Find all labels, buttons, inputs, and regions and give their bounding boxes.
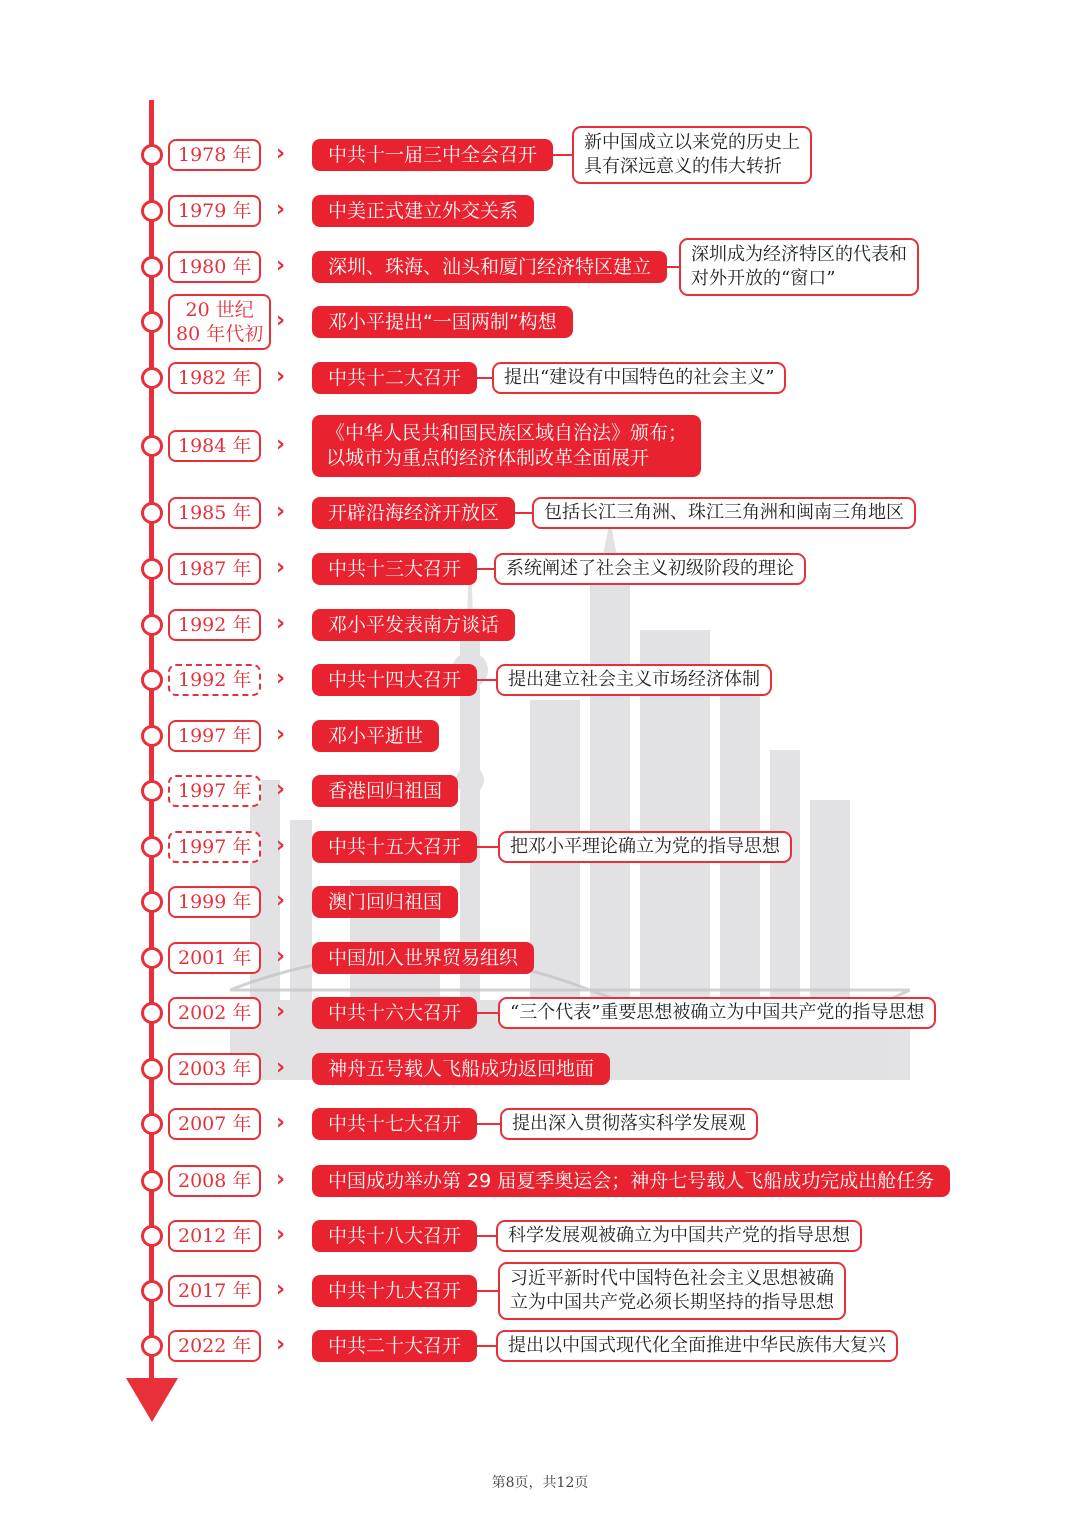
- year-label: 1997 年: [168, 831, 261, 863]
- year-label: 1992 年: [168, 664, 261, 696]
- year-label: 1978 年: [168, 139, 261, 171]
- timeline-node: [141, 891, 163, 913]
- event-label: 中共十九大召开: [312, 1275, 477, 1307]
- year-label: 2003 年: [168, 1053, 261, 1085]
- connector-line: [515, 512, 532, 514]
- chevron-right-icon: ›: [276, 833, 286, 858]
- event-label: 中共十八大召开: [312, 1220, 477, 1252]
- chevron-right-icon: ›: [276, 722, 286, 747]
- year-label: 2007 年: [168, 1108, 261, 1140]
- event-label: 邓小平发表南方谈话: [312, 609, 515, 641]
- connector-line: [477, 377, 492, 379]
- timeline-node: [141, 669, 163, 691]
- year-label: 1997 年: [168, 775, 261, 807]
- event-note: 把邓小平理论确立为党的指导思想: [498, 831, 792, 863]
- year-label: 1979 年: [168, 195, 261, 227]
- year-label: 1984 年: [168, 430, 261, 462]
- timeline-arrow-head: [126, 1378, 178, 1422]
- connector-line: [477, 1345, 496, 1347]
- page-footer: 第8页，共12页: [491, 1475, 589, 1491]
- event-note: 系统阐述了社会主义初级阶段的理论: [494, 553, 806, 585]
- timeline-node: [141, 1002, 163, 1024]
- event-label: 中美正式建立外交关系: [312, 195, 534, 227]
- chevron-right-icon: ›: [276, 666, 286, 691]
- event-label: 中共二十大召开: [312, 1330, 477, 1362]
- chevron-right-icon: ›: [276, 888, 286, 913]
- chevron-right-icon: ›: [276, 499, 286, 524]
- event-label: 澳门回归祖国: [312, 886, 458, 918]
- chevron-right-icon: ›: [276, 944, 286, 969]
- timeline-node: [141, 1113, 163, 1135]
- chevron-right-icon: ›: [276, 777, 286, 802]
- chevron-right-icon: ›: [276, 1222, 286, 1247]
- event-label: 深圳、珠海、汕头和厦门经济特区建立: [312, 251, 667, 283]
- event-note: 科学发展观被确立为中国共产党的指导思想: [496, 1220, 862, 1252]
- year-label: 2001 年: [168, 942, 261, 974]
- chevron-right-icon: ›: [276, 1167, 286, 1192]
- year-label: 1997 年: [168, 720, 261, 752]
- year-label: 2012 年: [168, 1220, 261, 1252]
- chevron-right-icon: ›: [276, 1110, 286, 1135]
- connector-line: [477, 1290, 498, 1292]
- year-label: 2022 年: [168, 1330, 261, 1362]
- timeline-node: [141, 780, 163, 802]
- event-label: 邓小平提出“一国两制”构想: [312, 306, 573, 338]
- event-label: 中共十一届三中全会召开: [312, 139, 553, 171]
- chevron-right-icon: ›: [276, 253, 286, 278]
- chevron-right-icon: ›: [276, 1332, 286, 1357]
- chevron-right-icon: ›: [276, 364, 286, 389]
- timeline-node: [141, 836, 163, 858]
- event-note: 新中国成立以来党的历史上 具有深远意义的伟大转折: [572, 126, 812, 184]
- connector-line: [477, 846, 498, 848]
- connector-line: [477, 1235, 496, 1237]
- timeline-node: [141, 1280, 163, 1302]
- chevron-right-icon: ›: [276, 197, 286, 222]
- chevron-right-icon: ›: [276, 555, 286, 580]
- timeline-node: [141, 1170, 163, 1192]
- event-label: 中共十五大召开: [312, 831, 477, 863]
- year-label: 20 世纪 80 年代初: [168, 294, 271, 350]
- event-label: 邓小平逝世: [312, 720, 439, 752]
- timeline-node: [141, 1225, 163, 1247]
- event-label: 香港回归祖国: [312, 775, 458, 807]
- connector-line: [477, 679, 496, 681]
- connector-line: [477, 1012, 498, 1014]
- timeline-node: [141, 947, 163, 969]
- event-note: 提出以中国式现代化全面推进中华民族伟大复兴: [496, 1330, 898, 1362]
- event-label: 开辟沿海经济开放区: [312, 497, 515, 529]
- event-label: 《中华人民共和国民族区域自治法》颁布； 以城市为重点的经济体制改革全面展开: [312, 415, 701, 477]
- connector-line: [553, 154, 572, 156]
- timeline-axis: [149, 100, 154, 1400]
- year-label: 1987 年: [168, 553, 261, 585]
- chevron-right-icon: ›: [276, 1277, 286, 1302]
- timeline-node: [141, 1335, 163, 1357]
- event-label: 中国成功举办第 29 届夏季奥运会；神舟七号载人飞船成功完成出舱任务: [312, 1165, 950, 1197]
- event-note: 提出建立社会主义市场经济体制: [496, 664, 772, 696]
- chevron-right-icon: ›: [276, 432, 286, 457]
- timeline-node: [141, 725, 163, 747]
- timeline-node: [141, 367, 163, 389]
- timeline-node: [141, 1058, 163, 1080]
- timeline-node: [141, 558, 163, 580]
- event-label: 中共十六大召开: [312, 997, 477, 1029]
- timeline-node: [141, 435, 163, 457]
- timeline-node: [141, 200, 163, 222]
- year-label: 1999 年: [168, 886, 261, 918]
- chevron-right-icon: ›: [276, 141, 286, 166]
- event-note: 深圳成为经济特区的代表和 对外开放的“窗口”: [679, 238, 919, 296]
- event-label: 中共十四大召开: [312, 664, 477, 696]
- timeline-node: [141, 144, 163, 166]
- year-label: 1980 年: [168, 251, 261, 283]
- year-label: 1992 年: [168, 609, 261, 641]
- chevron-right-icon: ›: [276, 611, 286, 636]
- year-label: 2017 年: [168, 1275, 261, 1307]
- event-label: 中共十七大召开: [312, 1108, 477, 1140]
- timeline-node: [141, 502, 163, 524]
- chevron-right-icon: ›: [276, 999, 286, 1024]
- timeline-node: [141, 256, 163, 278]
- chevron-right-icon: ›: [276, 1055, 286, 1080]
- timeline-node: [141, 614, 163, 636]
- year-label: 1985 年: [168, 497, 261, 529]
- year-label: 1982 年: [168, 362, 261, 394]
- event-label: 中共十二大召开: [312, 362, 477, 394]
- connector-line: [477, 568, 494, 570]
- event-note: 提出“建设有中国特色的社会主义”: [492, 362, 786, 394]
- event-label: 中共十三大召开: [312, 553, 477, 585]
- event-note: “三个代表”重要思想被确立为中国共产党的指导思想: [498, 997, 936, 1029]
- timeline-node: [141, 311, 163, 333]
- event-label: 中国加入世界贸易组织: [312, 942, 534, 974]
- year-label: 2002 年: [168, 997, 261, 1029]
- connector-line: [667, 266, 679, 268]
- event-note: 习近平新时代中国特色社会主义思想被确 立为中国共产党必须长期坚持的指导思想: [498, 1262, 846, 1320]
- event-label: 神舟五号载人飞船成功返回地面: [312, 1053, 610, 1085]
- event-note: 提出深入贯彻落实科学发展观: [500, 1108, 758, 1140]
- chevron-right-icon: ›: [276, 308, 286, 333]
- event-note: 包括长江三角洲、珠江三角洲和闽南三角地区: [532, 497, 916, 529]
- connector-line: [477, 1123, 500, 1125]
- year-label: 2008 年: [168, 1165, 261, 1197]
